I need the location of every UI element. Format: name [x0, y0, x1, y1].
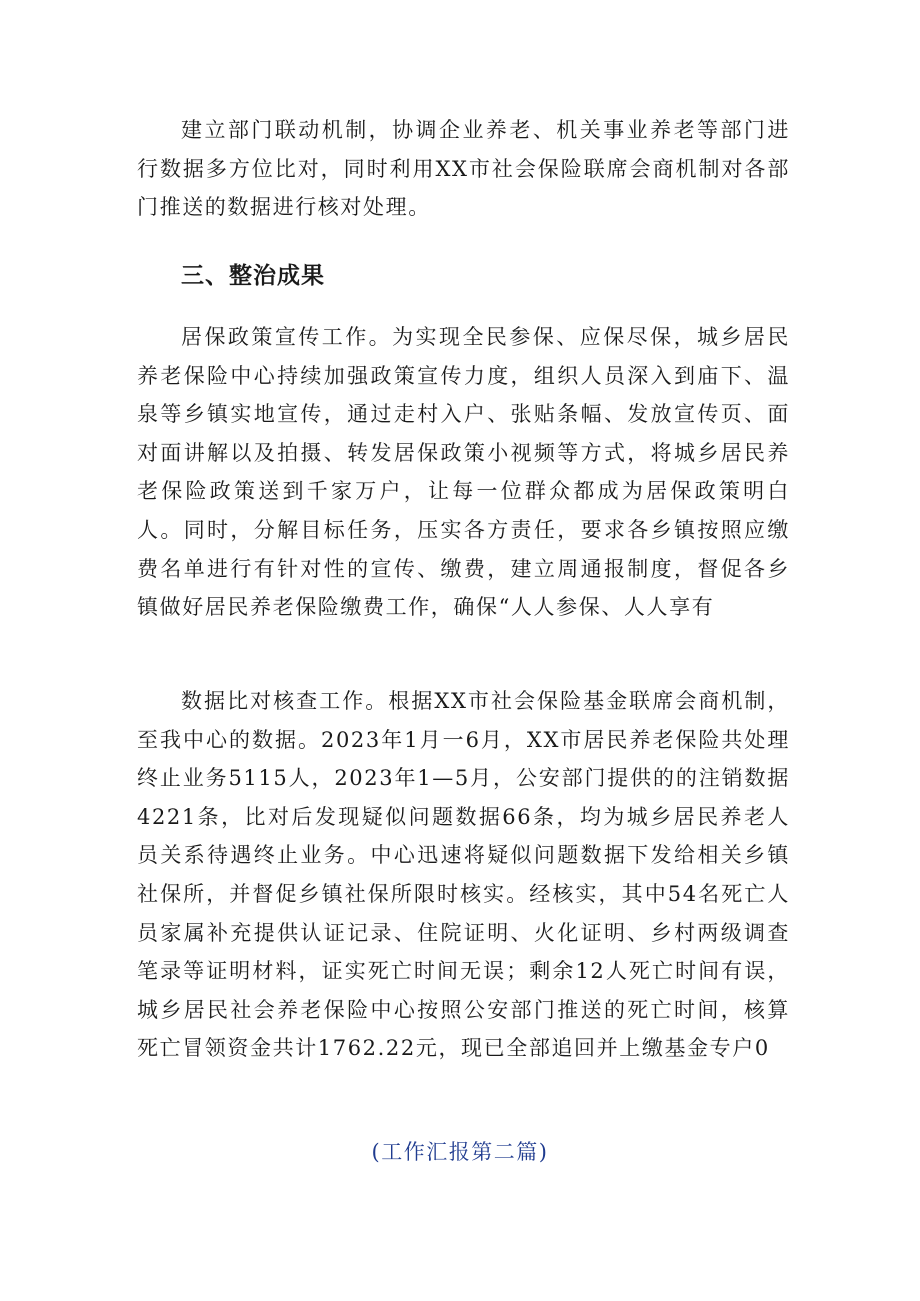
body-paragraph-data-verification: 数据比对核查工作。根据XX市社会保险基金联席会商机制，至我中心的数据。2023年1月一6月，XX市居民养老保险共处理终止业务5115人，2023年1—5月，公安部门提供的的注销数据4221条，比对后发现疑似问题数据66条，均为城乡居民养老人员关系待遇终止业务。中心迅速将疑似问题数据下发给相关乡镇社保所，并督促乡镇社保所限时核实。经核实，其中54名死亡人员家属补充提供认证记录、住院证明、火化证明、乡村两级调查笔录等证明材料，证实死亡时间无误；剩余12人死亡时间有误，城乡居民社会养老保险中心按照公安部门推送的死亡时间，核算死亡冒领资金共计1762.22元，现已全部追回并上缴基金专户0: [137, 689, 790, 1061]
section-heading-results: 三、整治成果: [181, 263, 325, 289]
body-paragraph-policy-publicity: 居保政策宣传工作。为实现全民参保、应保尽保，城乡居民养老保险中心持续加强政策宣传力度，组织人员深入到庙下、温泉等乡镇实地宣传，通过走村入户、张贴条幅、发放宣传页、面对面讲解以及拍摄、转发居保政策小视频等方式，将城乡居民养老保险政策送到千家万户，让每一位群众都成为居保政策明白人。同时，分解目标任务，压实各方责任，要求各乡镇按照应缴费名单进行有针对性的宣传、缴费，建立周通报制度，督促各乡镇做好居民养老保险缴费工作，确保“人人参保、人人享有: [137, 325, 790, 620]
next-section-title: (工作汇报第二篇): [371, 1140, 549, 1164]
body-paragraph-linkage-mechanism: 建立部门联动机制，协调企业养老、机关事业养老等部门进行数据多方位比对，同时利用XX市社会保险联席会商机制对各部门推送的数据进行核对处理。: [137, 118, 790, 220]
